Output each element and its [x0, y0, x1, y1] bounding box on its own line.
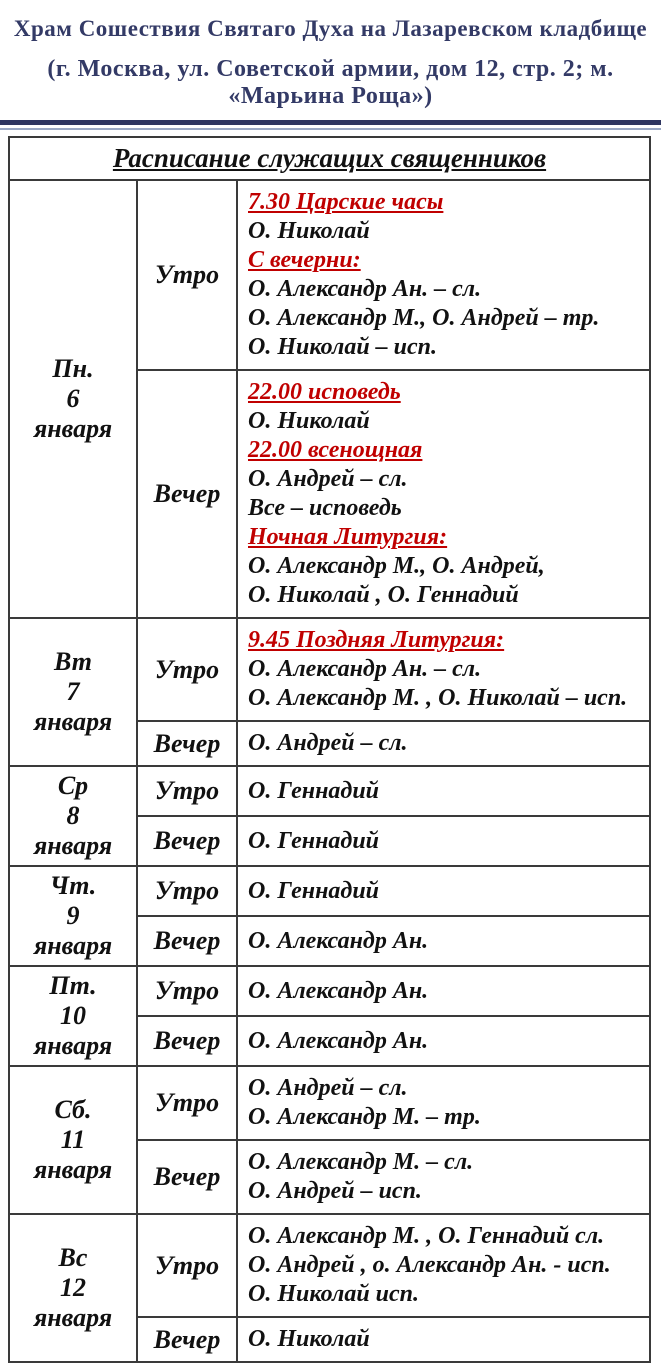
service-heading: 22.00 исповедь	[248, 379, 401, 405]
assignments-cell	[237, 1317, 650, 1362]
priest-line: О. Николай	[248, 1326, 370, 1352]
day-abbrev: Сб.	[54, 1095, 92, 1124]
day-abbrev: Ср	[57, 771, 89, 800]
assignments-cell	[237, 1066, 650, 1140]
day-cell	[9, 766, 137, 866]
header-rule-thin	[0, 128, 661, 130]
assignments-cell	[237, 618, 650, 721]
church-address: (г. Москва, ул. Советской армии, дом 12, стр. 2; м. «Марьина Роща»)	[47, 56, 614, 109]
service-heading: 22.00 всенощная	[248, 437, 423, 463]
day-row-morning	[9, 1214, 650, 1317]
assignments-cell	[237, 1140, 650, 1214]
day-row-morning	[9, 1066, 650, 1140]
priest-line: О. Александр М. – сл.	[248, 1149, 474, 1175]
day-abbrev: Вс	[58, 1243, 88, 1272]
day-abbrev: Пн.	[52, 354, 94, 383]
table-title: Расписание служащих священников	[112, 143, 547, 173]
priest-line: О. Александр М., О. Андрей,	[248, 553, 545, 579]
priest-line: О. Александр М., О. Андрей – тр.	[248, 305, 600, 331]
page-header	[0, 0, 661, 130]
evening-label-cell: Вечер	[137, 721, 237, 766]
morning-label-cell: Утро	[137, 766, 237, 816]
schedule-table-body	[9, 180, 650, 1362]
priest-line: О. Александр Ан. – сл.	[248, 656, 482, 682]
day-cell	[9, 180, 137, 618]
priest-line: О. Александр М. , О. Геннадий сл.	[248, 1223, 605, 1249]
day-row-morning	[9, 966, 650, 1016]
priest-line: О. Андрей – сл.	[248, 730, 408, 756]
priest-line: О. Андрей – исп.	[248, 1178, 422, 1204]
day-month: января	[33, 931, 113, 960]
day-cell	[9, 1214, 137, 1362]
day-number: 7	[66, 677, 80, 706]
day-month: января	[33, 1303, 113, 1332]
day-number: 12	[60, 1273, 86, 1302]
service-heading: 7.30 Царские часы	[248, 189, 444, 215]
evening-label-cell: Вечер	[137, 1317, 237, 1362]
day-number: 9	[66, 901, 80, 930]
priest-line: О. Александр Ан.	[248, 1027, 429, 1054]
priest-line: О. Николай	[248, 408, 370, 434]
day-cell	[9, 1066, 137, 1214]
day-abbrev: Пт.	[49, 971, 97, 1000]
table-title-cell	[9, 137, 650, 180]
morning-label-cell: Утро	[137, 866, 237, 916]
priest-line: О. Николай исп.	[248, 1281, 420, 1307]
assignments-cell	[237, 966, 650, 1016]
evening-label-cell: Вечер	[137, 916, 237, 966]
priest-line: О. Геннадий	[248, 777, 380, 804]
assignments-cell	[237, 916, 650, 966]
priest-line: О. Александр Ан.	[248, 977, 429, 1004]
morning-label-cell: Утро	[137, 966, 237, 1016]
priest-line: О. Александр Ан.	[248, 927, 429, 954]
day-month: января	[33, 414, 113, 443]
day-cell	[9, 866, 137, 966]
priest-line: О. Николай , О. Геннадий	[248, 582, 519, 608]
day-month: января	[33, 831, 113, 860]
day-cell	[9, 966, 137, 1066]
priest-line: О. Николай – исп.	[248, 334, 438, 360]
assignments-cell	[237, 721, 650, 766]
day-row-morning	[9, 766, 650, 816]
assignments-cell	[237, 180, 650, 370]
morning-label-cell: Утро	[137, 618, 237, 721]
priest-line: О. Александр М. , О. Николай – исп.	[248, 685, 628, 711]
priest-line: О. Александр Ан. – сл.	[248, 276, 482, 302]
day-month: января	[33, 1155, 113, 1184]
assignments-cell	[237, 766, 650, 816]
day-abbrev: Вт	[54, 647, 92, 676]
priest-line: О. Геннадий	[248, 827, 380, 854]
morning-label-cell: Утро	[137, 1066, 237, 1140]
day-cell	[9, 618, 137, 766]
evening-label-cell: Вечер	[137, 370, 237, 618]
day-number: 6	[66, 384, 80, 413]
priest-line: О. Геннадий	[248, 877, 380, 904]
priest-line: О. Андрей – сл.	[248, 1075, 408, 1101]
assignments-cell	[237, 1016, 650, 1066]
priest-line: О. Андрей , о. Александр Ан. - исп.	[248, 1252, 611, 1278]
priest-schedule-table	[8, 136, 651, 1363]
day-row-morning	[9, 618, 650, 721]
assignments-cell	[237, 866, 650, 916]
priest-line: О. Александр М. – тр.	[248, 1104, 481, 1130]
table-title-row	[9, 137, 650, 180]
priest-line: Все – исповедь	[248, 495, 402, 521]
day-number: 11	[60, 1125, 86, 1154]
service-heading: С вечерни:	[248, 247, 361, 273]
priest-line: О. Андрей – сл.	[248, 466, 408, 492]
assignments-cell	[237, 816, 650, 866]
day-row-morning	[9, 866, 650, 916]
church-name: Храм Сошествия Святаго Духа на Лазаревском кладбище	[13, 16, 648, 41]
assignments-cell	[237, 370, 650, 618]
day-month: января	[33, 707, 113, 736]
day-abbrev: Чт.	[49, 871, 97, 900]
priest-line: О. Николай	[248, 218, 370, 244]
assignments-cell	[237, 1214, 650, 1317]
evening-label-cell: Вечер	[137, 816, 237, 866]
header-rule-thick	[0, 120, 661, 125]
day-number: 10	[60, 1001, 86, 1030]
morning-label-cell: Утро	[137, 180, 237, 370]
service-heading: Ночная Литургия:	[248, 524, 448, 550]
evening-label-cell: Вечер	[137, 1140, 237, 1214]
day-number: 8	[66, 801, 80, 830]
evening-label-cell: Вечер	[137, 1016, 237, 1066]
day-month: января	[33, 1031, 113, 1060]
day-row-morning	[9, 180, 650, 370]
morning-label-cell: Утро	[137, 1214, 237, 1317]
service-heading: 9.45 Поздняя Литургия:	[248, 627, 505, 653]
